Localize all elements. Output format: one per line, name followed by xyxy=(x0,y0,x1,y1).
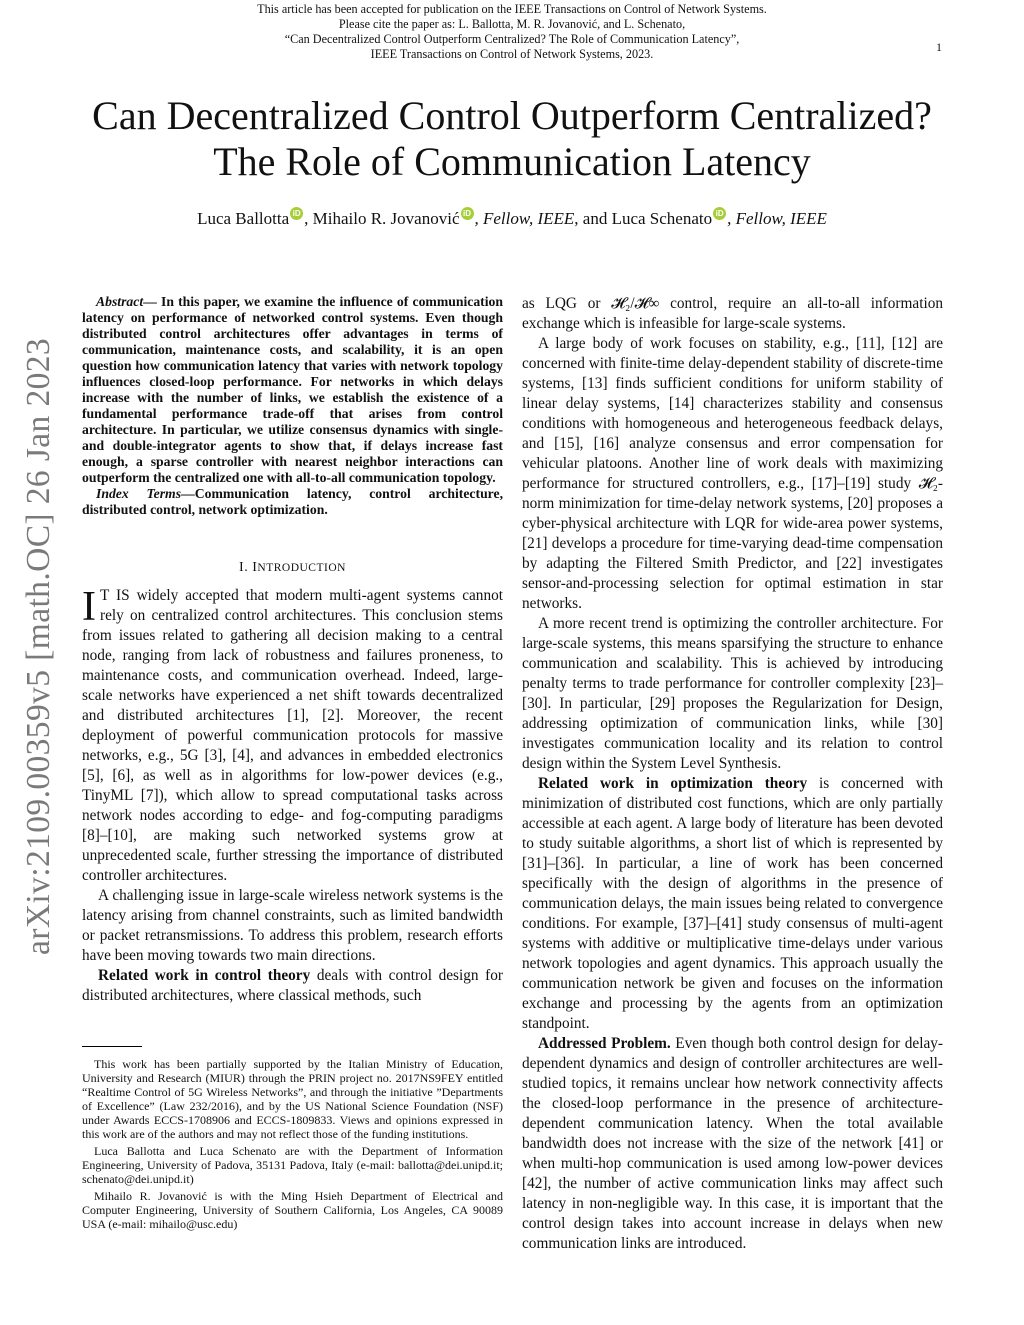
author-role: , Fellow, IEEE xyxy=(474,209,575,228)
index-terms-label: Index Terms xyxy=(96,486,182,501)
intro-paragraph xyxy=(82,586,503,886)
header-line: This article has been accepted for publication on the IEEE Transactions on Control of Network Systems. xyxy=(257,2,767,16)
paper-title xyxy=(40,93,984,185)
paragraph-heading: Addressed Problem. xyxy=(538,1035,671,1052)
footnote-rule xyxy=(82,1046,142,1047)
orcid-icon[interactable]: iD xyxy=(290,207,303,220)
section-title-rest: NTRODUCTION xyxy=(257,562,346,574)
orcid-icon[interactable]: iD xyxy=(713,207,726,220)
paragraph-heading: Related work in control theory xyxy=(98,967,311,984)
header-line: Please cite the paper as: L. Ballotta, M. R. Jovanović, and L. Schenato, xyxy=(338,17,686,31)
journal-header xyxy=(150,2,874,62)
paragraph: A large body of work focuses on stability, e.g., [11], [12] are concerned with finite-time delay-dependent stability of discrete-time systems, [13] finds sufficient conditions for uniform stability of linear delay systems, [14] characterizes stability and consensus conditions with homogeneous and heterogeneous feedback delays, and [15], [16] analyze consensus and error compensation for vehicular platoons. Another line of work deals with maximizing performance for structured controllers, e.g., [17]–[19] study 𝓗₂-norm minimization for time-delay network systems, [20] proposes a cyber-physical architecture with LQR for wide-area power systems, [21] develops a procedure for time-varying dead-time compensation by adapting the Filtered Smith Predictor, and [22] investigates sensor-and-processing selection for optimal estimation in star networks. xyxy=(522,335,943,612)
paragraph: A challenging issue in large-scale wireless network systems is the latency arising from channel constraints, such as limited bandwidth or packet retransmissions. To address this problem, research efforts have been moving towards two main directions. xyxy=(82,887,503,964)
title-line: Can Decentralized Control Outperform Centralized? xyxy=(92,93,932,138)
section-heading xyxy=(82,560,503,576)
abstract-text: — In this paper, we examine the influence of communication latency on performance of networked control systems. Even though distributed control architectures offer advantages in terms of communication, maintenance costs, and scalability, it is an open question how communication latency that varies with network topology influences closed-loop performance. For networks in which delays increase with the number of links, we establish the existence of a fundamental performance trade-off that arises from control architecture. In particular, we utilize consensus dynamics with single- and double-integrator agents to show that, if delays increase fast enough, a sparse controller with nearest neighbor interactions can outperform the centralized one with all-to-all communication topology. xyxy=(82,294,503,485)
author-role: , Fellow, IEEE xyxy=(727,209,827,228)
index-terms-text: —Communication latency, control architecture, distributed control, network optimization. xyxy=(82,486,504,517)
index-terms xyxy=(82,486,503,518)
paragraph-text: is concerned with minimization of distributed cost functions, which are only partially accessible at each agent. A large body of literature has been devoted to study suitable algorithms, a short list of which is represented by [31]–[36]. In particular, a line of work has been concerned specifically with the design of algorithms in the presence of communication delays, the main issues being related to convergence conditions. For example, [37]–[41] study consensus of multi-agent systems with additive or multiplicative time-delays under various network topologies and agent dynamics. This approach usually the communication network be given and focuses on the information exchange and processing by the agents from an optimization standpoint. xyxy=(522,775,943,1032)
paragraph: as LQG or 𝓗₂/𝓗∞ control, require an all-to-all information exchange which is infeasible for large-scale systems. xyxy=(522,295,943,332)
paragraph: A more recent trend is optimizing the controller architecture. For large-scale systems, this means sparsifying the structure to enhance communication and scalability. This is achieved by introducing penalty terms to trade performance for controller complexity [23]–[30]. In particular, [29] proposes the Regularization for Design, addressing optimization of communication links, while [30] investigates communication locality and its relation to control design within the System Level Synthesis. xyxy=(522,615,943,772)
page-number: 1 xyxy=(936,40,942,54)
paragraph-text: Even though both control design for delay-dependent dynamics and design of controller architectures are well-studied topics, it remains unclear how network connectivity affects the closed-loop performance in the presence of architecture-dependent communication latency. When the total available bandwidth does not increase with the size of the network [41] or when multi-hop communication is used among low-power devices [42], the number of active communication links may affect such latency in non-negligible way. In this case, it is important that the control design takes into account increase in delays when new communication links are introduced. xyxy=(522,1035,943,1252)
right-column xyxy=(522,294,943,1254)
abstract-label: Abstract xyxy=(96,294,144,309)
footnotes xyxy=(82,1057,503,1234)
title-line: The Role of Communication Latency xyxy=(213,139,811,184)
footnote: Mihailo R. Jovanović is with the Ming Hsieh Department of Electrical and Computer Engineering, University of Southern California, Los Angeles, CA 90089 USA (e-mail: mihailo@usc.edu) xyxy=(82,1189,503,1231)
author-name: Luca Ballotta xyxy=(197,209,290,228)
drop-cap: I xyxy=(82,584,96,630)
footnote: This work has been partially supported by the Italian Ministry of Education, University and Research (MIUR) through the PRIN project no. 2017NS9FEY entitled “Realtime Control of 5G Wireless Networks”, and through the initiative ”Departments of Excellence” (Law 232/2016), and by the US National Science Foundation (NSF) under Awards ECCS-1708906 and ECCS-1809833. Views and opinions expressed in this work are of the authors and may not reflect those of the funding institutions. xyxy=(82,1057,503,1141)
section-title-first: I xyxy=(252,560,258,575)
paragraph xyxy=(82,966,503,1006)
paragraph xyxy=(522,1034,943,1254)
arxiv-stamp: arXiv:2109.00359v5 [math.OC] 26 Jan 2023 xyxy=(20,337,57,955)
abstract xyxy=(82,294,503,486)
header-line: IEEE Transactions on Control of Network Systems, 2023. xyxy=(370,47,654,61)
orcid-icon[interactable]: iD xyxy=(461,207,474,220)
author-name: , and Luca Schenato xyxy=(574,209,713,228)
paragraph-heading: Related work in optimization theory xyxy=(538,775,808,792)
author-list xyxy=(60,207,964,231)
footnote: Luca Ballotta and Luca Schenato are with the Department of Information Engineering, University of Padova, 35131 Padova, Italy (e-mail: ballotta@dei.unipd.it; schenato@dei.unipd.it) xyxy=(82,1144,503,1186)
author-name: , Mihailo R. Jovanović xyxy=(304,209,460,228)
section-number: I. xyxy=(239,560,249,575)
left-column xyxy=(82,294,503,1006)
header-line: “Can Decentralized Control Outperform Centralized? The Role of Communication Latency”, xyxy=(284,32,740,46)
paragraph-text: T IS widely accepted that modern multi-agent systems cannot rely on centralized control architectures. This conclusion stems from issues related to gathering all decision making to a central node, ranging from lack of robustness and failures proneness, to maintenance costs, and communication overhead. Indeed, large-scale networks have experienced a net shift towards decentralized and distributed architectures [1], [2]. Moreover, the recent deployment of powerful communication protocols for massive networks, e.g., 5G [3], [4], and advances in embedded electronics [5], [6], as well as in algorithms for low-power devices (e.g., TinyML [7]), which allow to spread computational tasks across network nodes according to edge- and fog-computing paradigms [8]–[10], are making such networked systems grow at unprecedented scale, further stressing the importance of distributed controller architectures. xyxy=(82,587,503,884)
paragraph xyxy=(522,774,943,1034)
paragraph-text: deals with control design for distributed architectures, where classical methods, such xyxy=(82,967,503,1004)
